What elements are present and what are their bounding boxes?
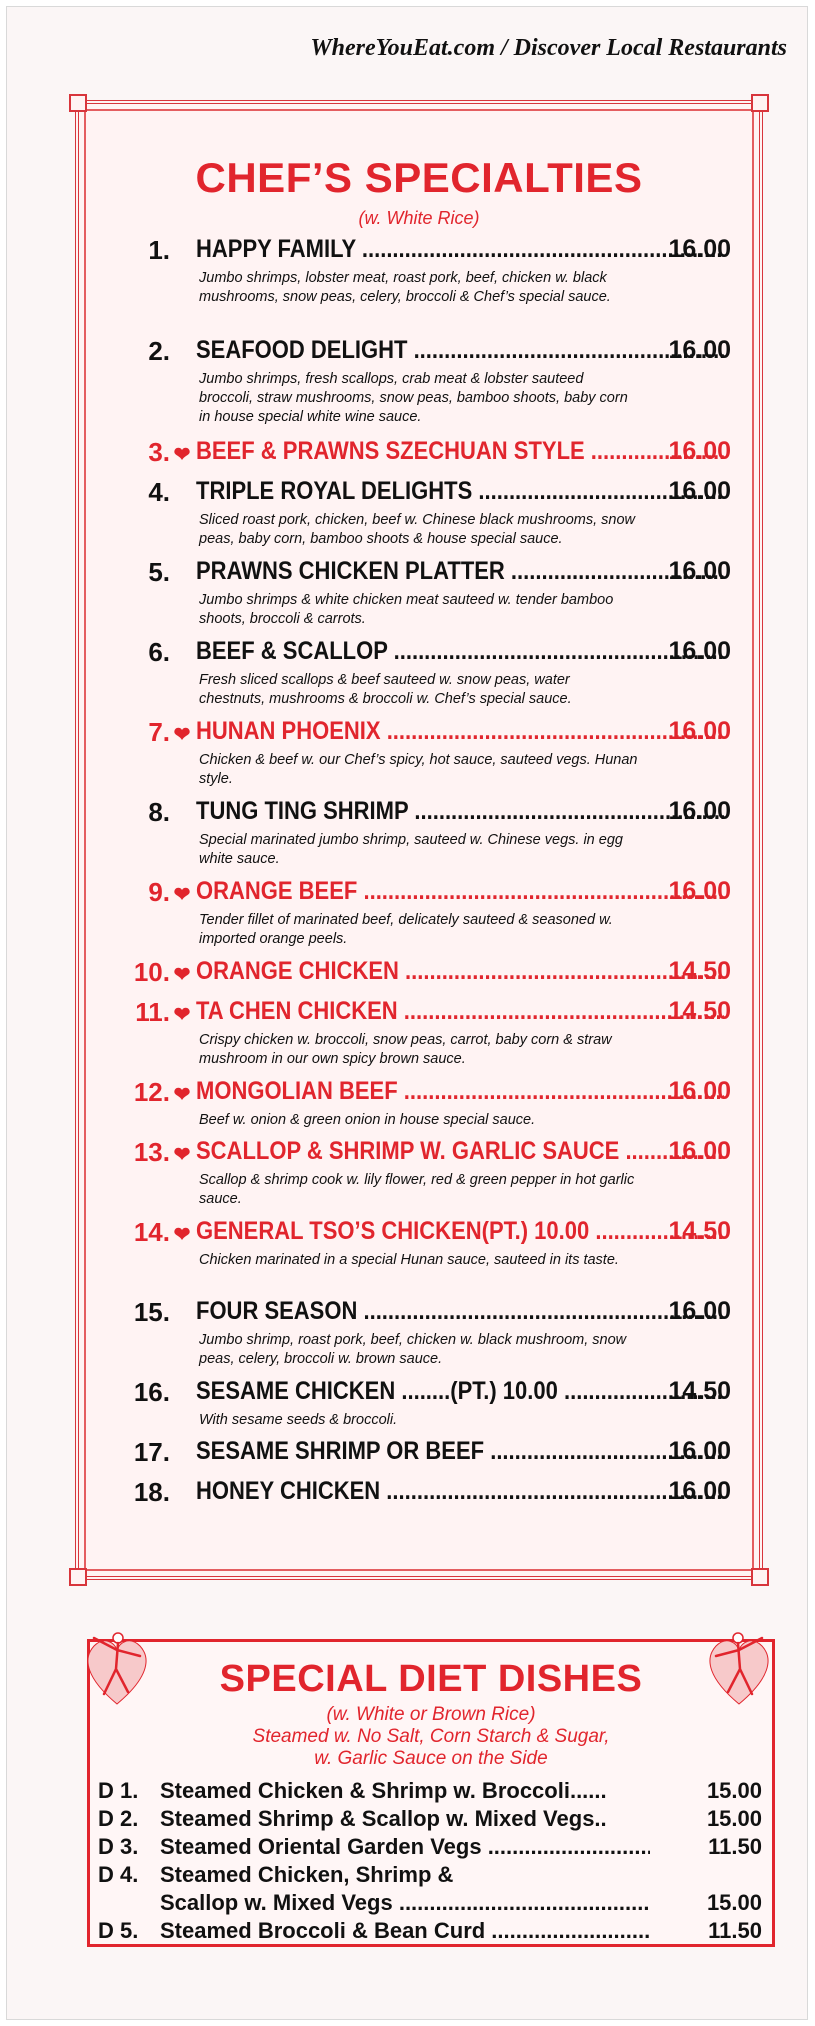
diet-item-code: D 3. [98,1834,139,1859]
item-name: TRIPLE ROYAL DELIGHTS ..... [196,477,724,506]
diet-item-code: D 4. [98,1862,139,1887]
diet-subtitle: (w. White or Brown Rice) [326,1704,536,1725]
item-price: 14.50 [668,957,731,985]
item-name: SESAME SHRIMP OR BEEF ..... [196,1437,724,1466]
item-description: Chicken marinated in a special Hunan sauce, sauteed in its taste. [199,1252,619,1268]
item-price: 16.00 [668,1077,731,1105]
item-name: SESAME CHICKEN ........(PT.) 10.00 ..... [196,1377,724,1406]
diet-item-price: 15.00 [706,1890,762,1915]
diet-item-name: Steamed Shrimp & Scallop w. Mixed Vegs.. [160,1806,607,1831]
item-number [104,1077,192,1108]
corner-ornament [751,94,769,112]
item-number-text: 2. [148,336,170,366]
item-price: 16.00 [668,1297,731,1325]
item-name: TUNG TING SHRIMP ..... [196,797,724,826]
diet-note: Steamed w. No Salt, Corn Starch & Sugar, [252,1726,610,1747]
item-description: Jumbo shrimp, roast pork, beef, chicken w. black mushroom, snow peas, celery, broccoli w. brown sauce. [199,1332,627,1367]
item-number-text: 5. [148,557,170,587]
item-number-text: 1. [148,235,170,265]
section-title: SPECIAL DIET DISHES [219,1658,643,1700]
item-name: BEEF & PRAWNS SZECHUAN STYLE ..... [196,437,724,466]
item-number [104,557,192,588]
section-subtitle: (w. White Rice) [358,208,480,228]
item-description: Tender fillet of marinated beef, delicately sauteed & seasoned w. imported orange peels. [199,912,613,947]
corner-ornament [69,1568,87,1586]
item-number-text: 11. [135,997,170,1027]
item-description: Beef w. onion & green onion in house special sauce. [199,1112,536,1128]
item-description: Crispy chicken w. broccoli, snow peas, carrot, baby corn & straw mushroom in our own spicy brown sauce. [199,1032,612,1067]
diet-item-code: D 2. [98,1806,139,1831]
item-number-text: 3. [148,437,170,467]
spicy-pepper-icon: ❤ [173,1144,191,1166]
item-number [104,477,192,508]
diet-item-price: 15.00 [706,1806,762,1831]
item-name: BEEF & SCALLOP ..... [196,637,724,666]
diet-item-name: Steamed Chicken, Shrimp & [160,1862,454,1887]
item-price: 16.00 [668,1477,731,1505]
item-description: Scallop & shrimp cook w. lily flower, red & green pepper in hot garlic sauce. [199,1172,635,1207]
item-price: 16.00 [668,637,731,665]
diet-item-code: D 1. [98,1778,139,1803]
spicy-pepper-icon: ❤ [173,1004,191,1026]
diet-note: w. Garlic Sauce on the Side [314,1748,548,1769]
item-price: 16.00 [668,557,731,585]
item-description: Jumbo shrimps, lobster meat, roast pork, beef, chicken w. black mushrooms, snow peas, celery, broccoli & Chef’s special sauce. [199,270,611,305]
item-name: TA CHEN CHICKEN ..... [196,997,724,1026]
spicy-pepper-icon: ❤ [173,884,191,906]
item-description: Chicken & beef w. our Chef’s spicy, hot sauce, sauteed vegs. Hunan style. [199,752,638,787]
item-number [104,797,192,828]
item-description: Jumbo shrimps, fresh scallops, crab meat & lobster sauteed broccoli, straw mushrooms, snow peas, bamboo shoots, baby corn in house special white wine sauce. [199,371,628,425]
item-number-text: 13. [133,1137,170,1167]
site-caption: WhereYouEat.com / Discover Local Restaurants [310,35,787,61]
item-number-text: 12. [133,1077,170,1107]
chefs-specialties-box [75,100,763,1580]
item-number [104,1137,192,1168]
spicy-pepper-icon: ❤ [173,444,191,466]
item-description: Fresh sliced scallops & beef sauteed w. snow peas, water chestnuts, mushrooms & broccoli w. Chef’s special sauce. [199,672,572,707]
diet-item-price: 11.50 [708,1834,762,1859]
diet-item-name: Steamed Oriental Garden Vegs ..... [160,1834,650,1860]
diet-item-name: Steamed Broccoli & Bean Curd ..... [160,1918,650,1944]
item-description: Sliced roast pork, chicken, beef w. Chinese black mushrooms, snow peas, baby corn, bamboo shoots & house special sauce. [199,512,636,547]
item-number-text: 14. [133,1217,170,1247]
spicy-pepper-icon: ❤ [173,964,191,986]
item-price: 16.00 [668,877,731,905]
item-number-text: 8. [148,797,170,827]
item-number [104,1437,192,1468]
spicy-pepper-icon: ❤ [173,1084,191,1106]
item-name: ORANGE CHICKEN ..... [196,957,724,986]
diet-item-name: Steamed Chicken & Shrimp w. Broccoli...... [160,1778,607,1803]
item-name: SEAFOOD DELIGHT ..... [196,336,724,365]
item-number [104,717,192,748]
item-number-text: 10. [133,957,170,987]
item-name: HAPPY FAMILY ..... [196,235,724,264]
corner-ornament [69,94,87,112]
diet-item-price: 15.00 [706,1778,762,1803]
item-number [104,1477,192,1508]
item-number-text: 16. [133,1377,170,1407]
item-number [104,1217,192,1248]
menu-page [6,6,808,2020]
item-number [104,336,192,367]
item-description: Jumbo shrimps & white chicken meat sauteed w. tender bamboo shoots, broccoli & carrots. [199,592,614,627]
item-price: 14.50 [668,1217,731,1245]
item-number [104,997,192,1028]
spicy-pepper-icon: ❤ [173,724,191,746]
corner-ornament [751,1568,769,1586]
item-name: PRAWNS CHICKEN PLATTER ..... [196,557,724,586]
item-name: ORANGE BEEF ..... [196,877,724,906]
item-price: 16.00 [668,1137,731,1165]
item-name: HUNAN PHOENIX ..... [196,717,724,746]
item-price: 16.00 [668,797,731,825]
item-name: SCALLOP & SHRIMP W. GARLIC SAUCE ..... [196,1137,724,1166]
item-name: HONEY CHICKEN ..... [196,1477,724,1506]
item-price: 16.00 [668,437,731,465]
diet-dishes-box [87,1639,775,1947]
item-number-text: 7. [148,717,170,747]
item-number-text: 15. [133,1297,170,1327]
item-price: 16.00 [668,1437,731,1465]
item-number-text: 6. [148,637,170,667]
item-number [104,637,192,668]
item-price: 16.00 [668,717,731,745]
item-price: 16.00 [668,336,731,364]
item-number-text: 4. [148,477,170,507]
item-number-text: 9. [148,877,170,907]
item-number [104,877,192,908]
diet-item-name: Scallop w. Mixed Vegs ..... [160,1890,650,1916]
item-price: 16.00 [668,477,731,505]
item-number [104,235,192,266]
item-number [104,437,192,468]
section-title: CHEF’S SPECIALTIES [195,154,643,201]
item-name: FOUR SEASON ..... [196,1297,724,1326]
item-price: 16.00 [668,235,731,263]
item-price: 14.50 [668,997,731,1025]
item-name: MONGOLIAN BEEF ..... [196,1077,724,1106]
diet-item-code: D 5. [98,1918,139,1943]
spicy-pepper-icon: ❤ [173,1224,191,1246]
item-number [104,1297,192,1328]
item-number-text: 18. [133,1477,170,1507]
item-name: GENERAL TSO’S CHICKEN(PT.) 10.00 ..... [196,1217,724,1246]
item-description: With sesame seeds & broccoli. [199,1412,398,1428]
item-number-text: 17. [133,1437,170,1467]
diet-item-price: 11.50 [708,1918,762,1943]
item-number [104,1377,192,1408]
item-price: 14.50 [668,1377,731,1405]
item-description: Special marinated jumbo shrimp, sauteed w. Chinese vegs. in egg white sauce. [199,832,623,867]
item-number [104,957,192,988]
